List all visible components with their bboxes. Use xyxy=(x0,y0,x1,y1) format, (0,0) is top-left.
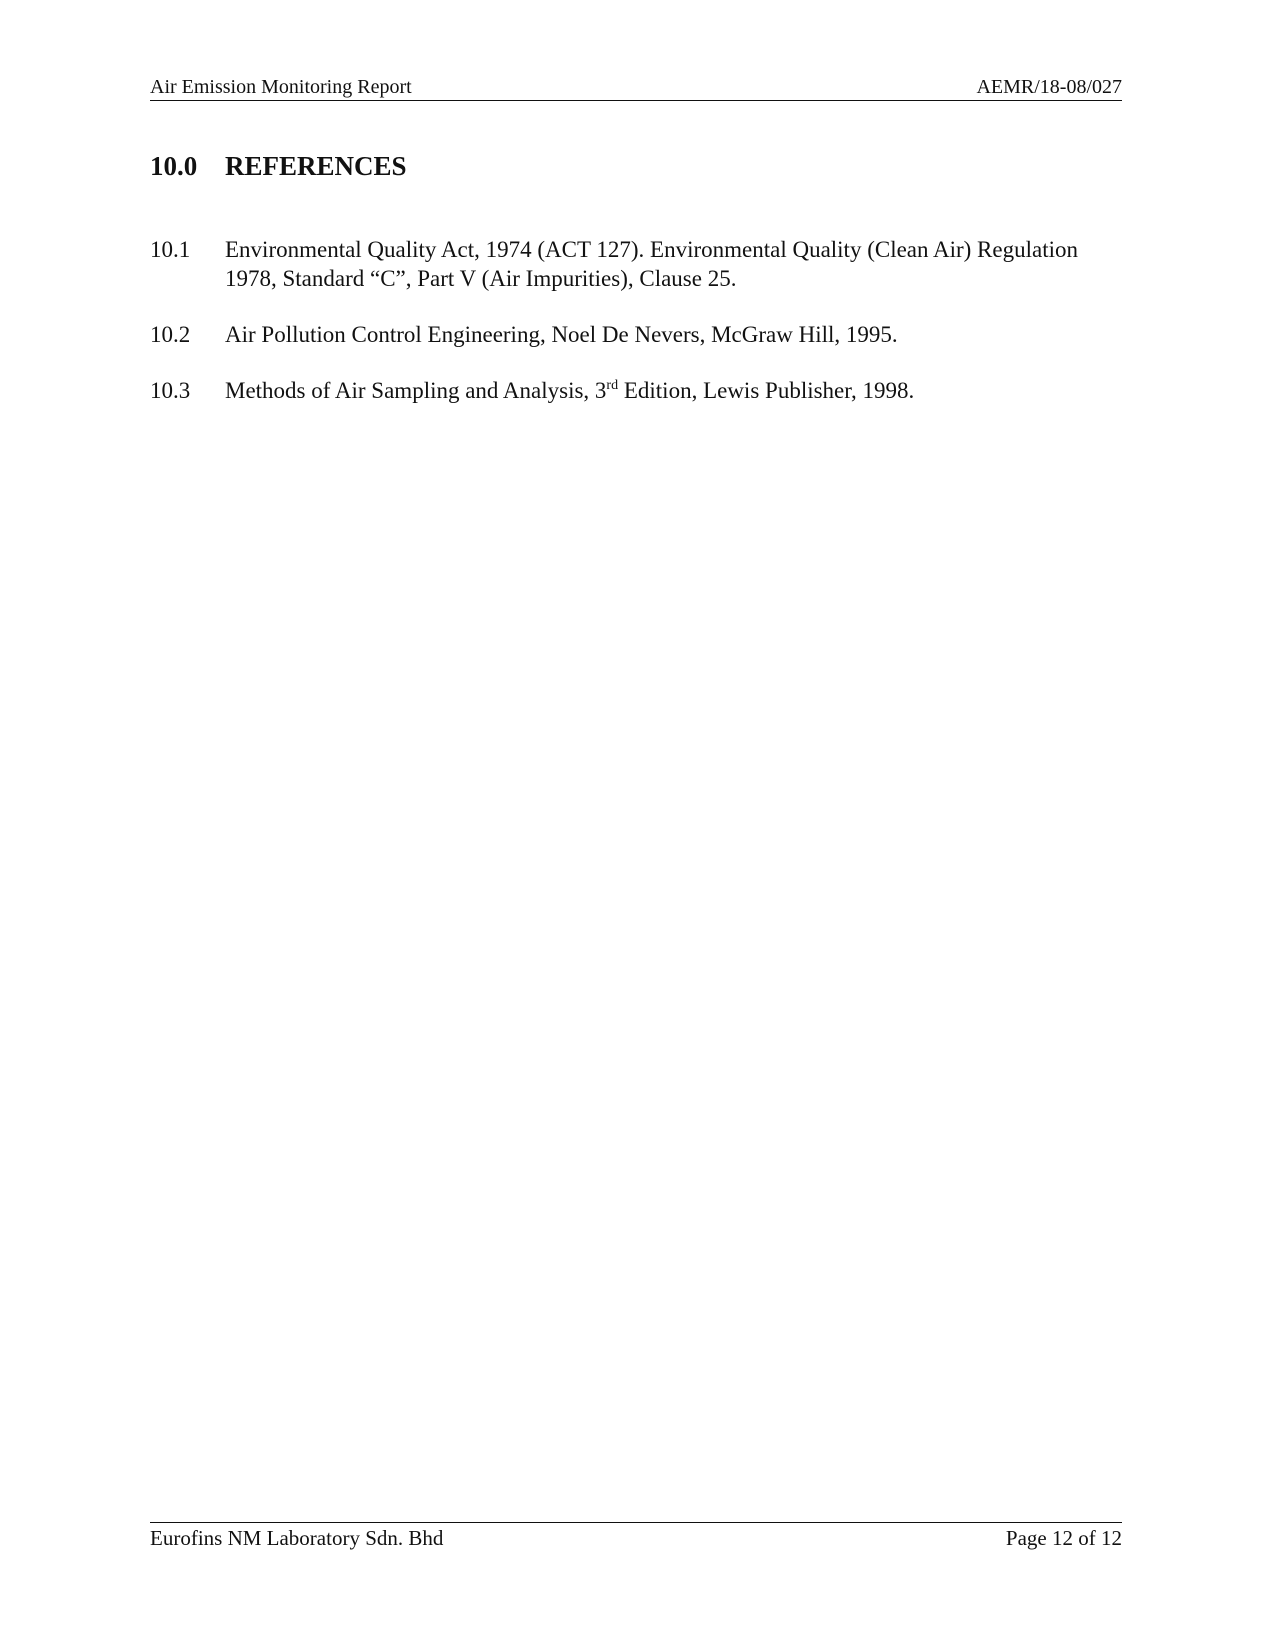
reference-text-end: Edition, Lewis Publisher, 1998. xyxy=(618,378,915,403)
reference-item xyxy=(150,376,1110,405)
reference-item xyxy=(150,320,1110,349)
reference-text: Environmental Quality Act, 1974 (ACT 127). Environmental Quality (Clean Air) Regulation 1978, Standard “C”, Part V (Air Impurities), Clause 25. xyxy=(225,237,1078,291)
report-title: Air Emission Monitoring Report xyxy=(150,76,412,98)
section-number: 10.0 xyxy=(150,151,198,181)
reference-text xyxy=(225,378,914,403)
page-number: Page 12 of 12 xyxy=(1005,1526,1122,1550)
reference-item xyxy=(150,235,1110,293)
reference-text: Air Pollution Control Engineering, Noel De Nevers, McGraw Hill, 1995. xyxy=(225,322,898,347)
ordinal-superscript: rd xyxy=(606,378,619,393)
reference-text-start: Methods of Air Sampling and Analysis, 3 xyxy=(225,378,607,403)
page-footer xyxy=(150,1522,1122,1553)
report-number: AEMR/18-08/027 xyxy=(976,76,1122,98)
reference-number: 10.1 xyxy=(150,237,191,262)
reference-list xyxy=(150,235,1110,432)
section-heading xyxy=(150,151,407,182)
page-header xyxy=(150,74,1122,101)
reference-number: 10.2 xyxy=(150,322,191,347)
section-title: REFERENCES xyxy=(225,151,407,181)
company-name: Eurofins NM Laboratory Sdn. Bhd xyxy=(150,1526,444,1550)
reference-number: 10.3 xyxy=(150,378,191,403)
